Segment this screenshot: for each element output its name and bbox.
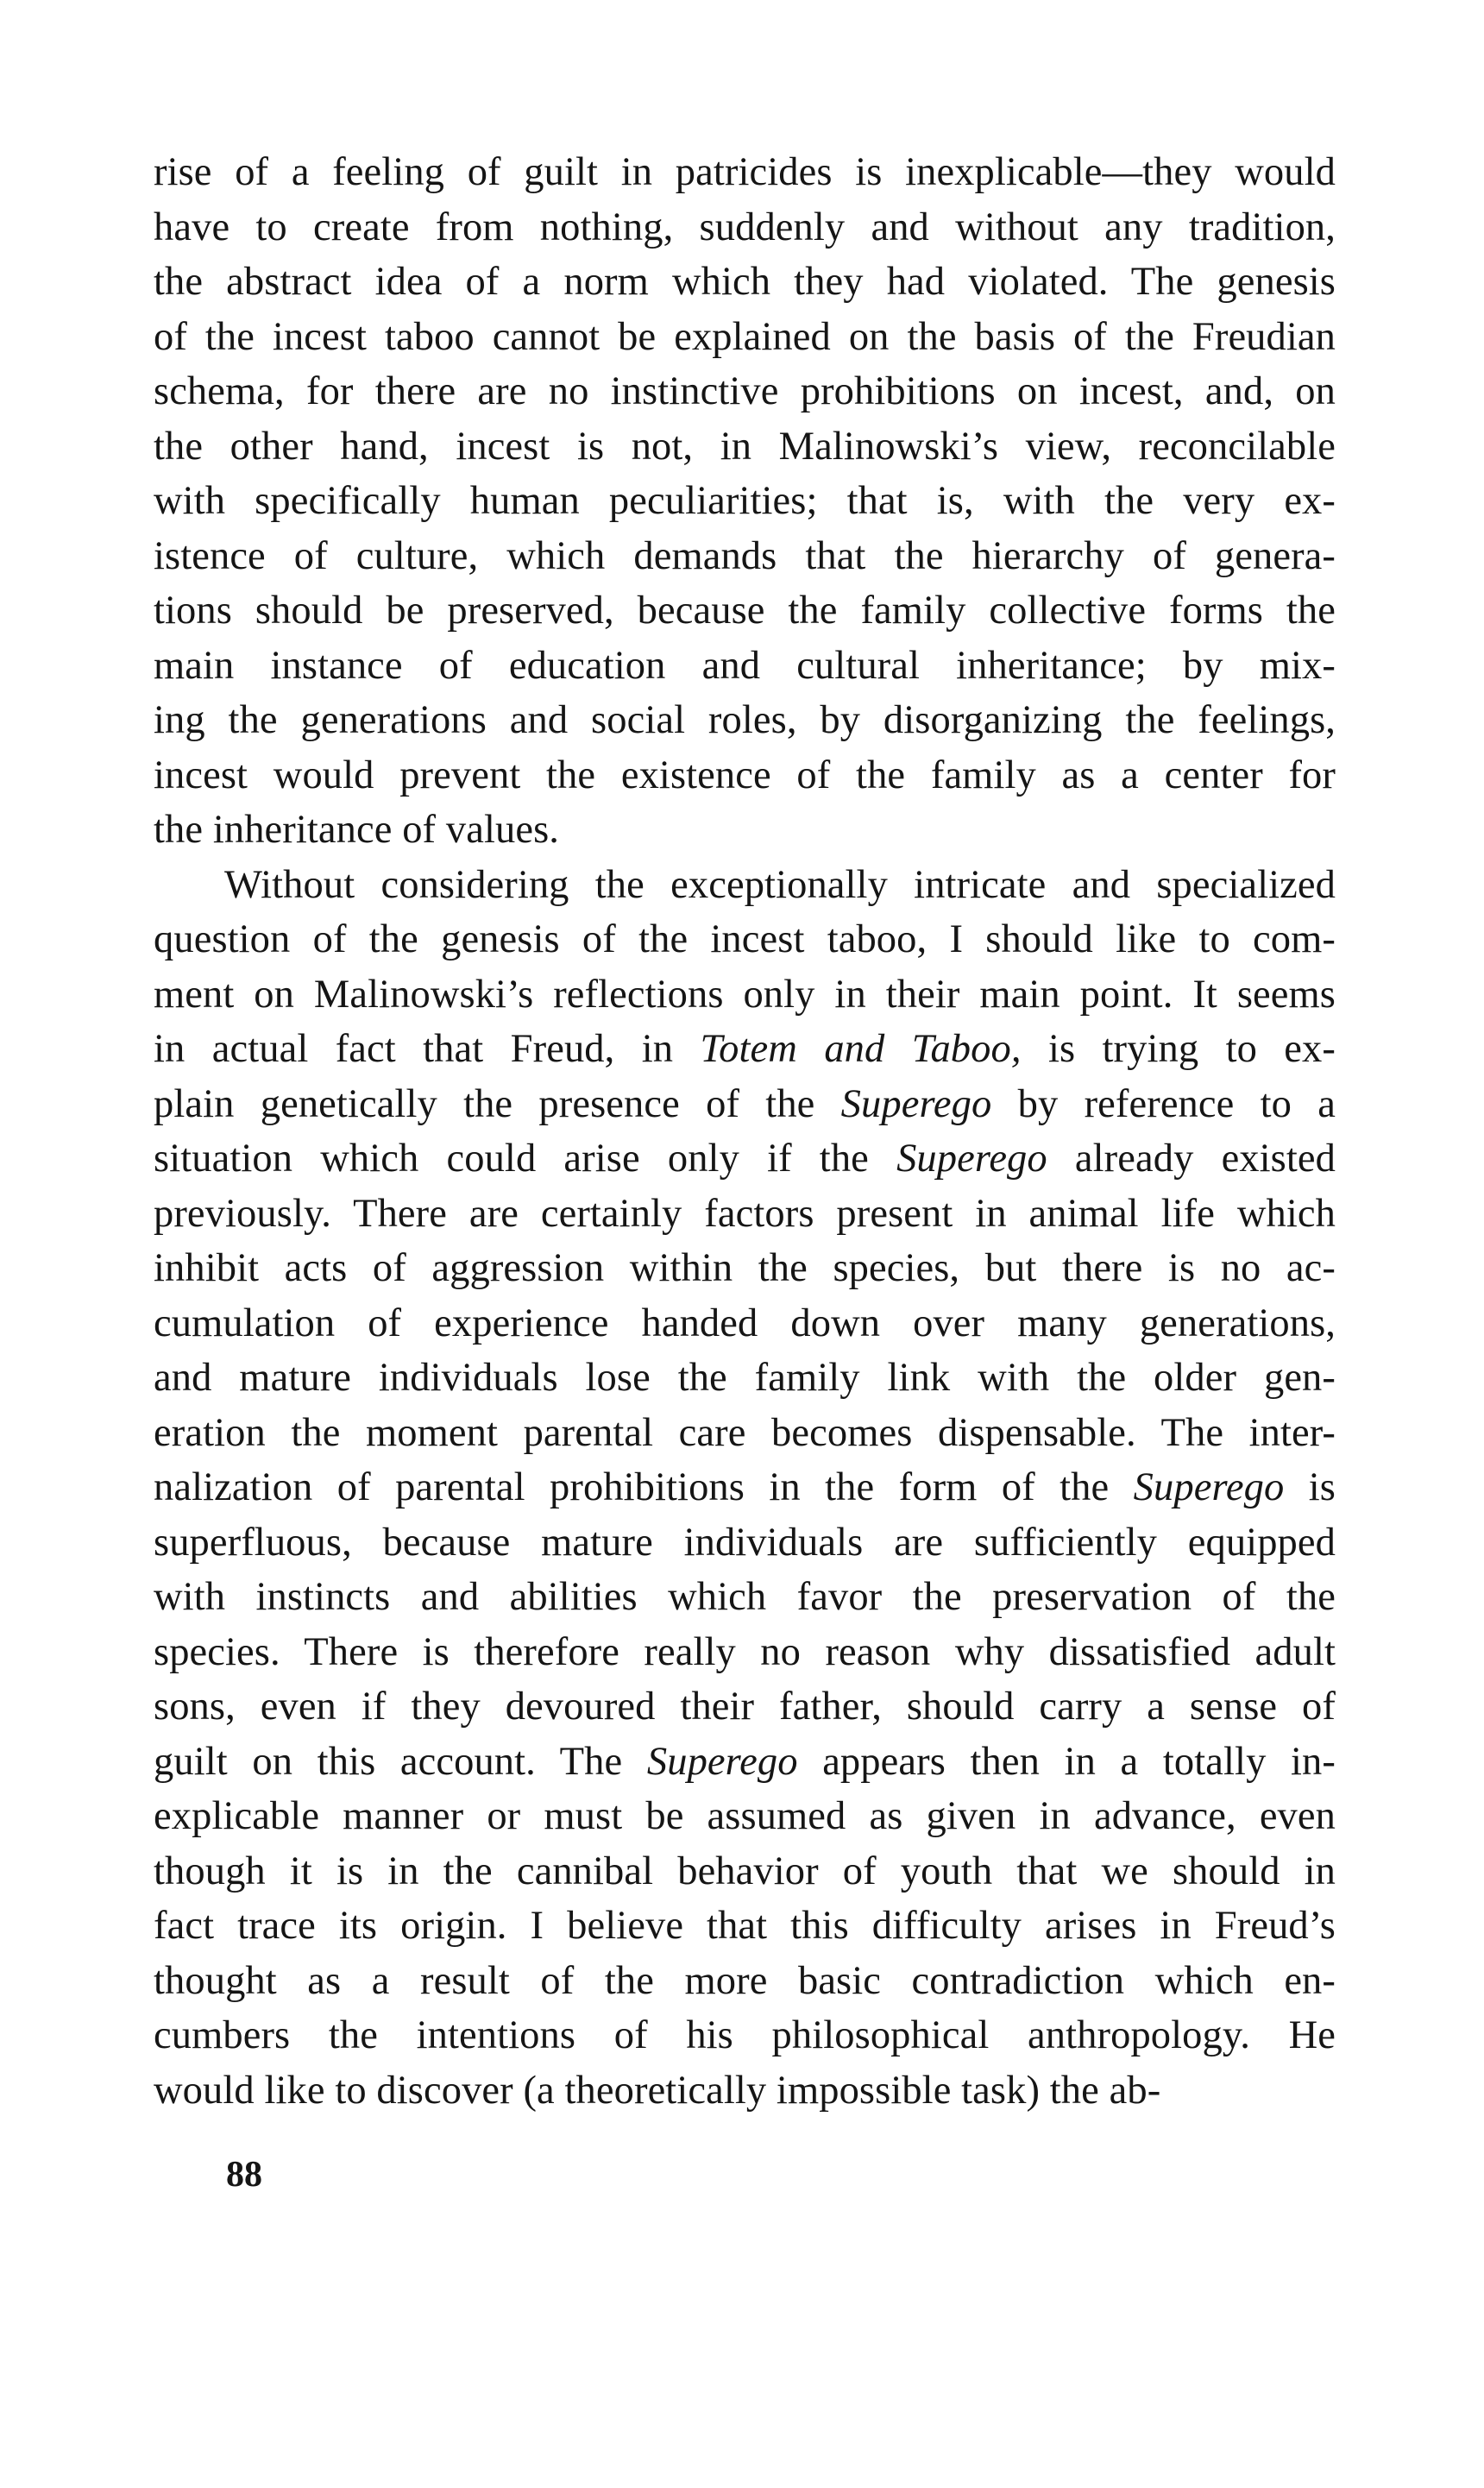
- italic-text: Totem and Taboo,: [700, 1027, 1022, 1071]
- text-run: with specifically human peculiarities; that is, with the very ex-: [154, 479, 1336, 523]
- text-run: have to create from nothing, suddenly and without any tradition,: [154, 205, 1336, 249]
- italic-text: Superego: [1133, 1465, 1285, 1509]
- text-run: fact trace its origin. I believe that this difficulty arises in Freud’s: [154, 1904, 1336, 1948]
- text-run: ment on Malinowski’s reflections only in their main point. It seems: [154, 972, 1336, 1017]
- paragraph: [154, 145, 1336, 858]
- text-line: [154, 1131, 1336, 1187]
- text-run: tions should be preserved, because the family collective forms the: [154, 589, 1336, 633]
- text-run: the inheritance of values.: [154, 808, 559, 852]
- text-line: [154, 912, 1336, 967]
- text-line: [154, 2063, 1336, 2119]
- text-run: previously. There are certainly factors present in animal life which: [154, 1191, 1336, 1236]
- text-run: superfluous, because mature individuals are sufficiently equipped: [154, 1520, 1336, 1565]
- text-line: [154, 858, 1336, 913]
- text-line: [154, 1570, 1336, 1625]
- text-line: [154, 145, 1336, 200]
- text-line: [154, 255, 1336, 310]
- page-number: 88: [226, 2155, 262, 2195]
- text-run: is: [1284, 1465, 1336, 1509]
- text-run: is trying to ex-: [1021, 1027, 1336, 1071]
- body-text: [154, 145, 1336, 2118]
- text-line: [154, 1789, 1336, 1844]
- text-run: with instincts and abilities which favor the preservation of the: [154, 1575, 1336, 1619]
- text-line: [154, 1187, 1336, 1242]
- text-line: [154, 1625, 1336, 1680]
- text-run: eration the moment parental care becomes dispensable. The inter-: [154, 1410, 1336, 1455]
- text-line: [154, 639, 1336, 694]
- text-run: species. There is therefore really no reason why dissatisfied adult: [154, 1629, 1336, 1674]
- text-line: [154, 1515, 1336, 1571]
- text-run: question of the genesis of the incest taboo, I should like to com-: [154, 917, 1336, 961]
- italic-text: Superego: [840, 1081, 992, 1126]
- text-line: [154, 1077, 1336, 1132]
- text-line: [154, 803, 1336, 858]
- text-run: inhibit acts of aggression within the species, but there is no ac-: [154, 1246, 1336, 1290]
- text-line: [154, 419, 1336, 475]
- text-line: [154, 1679, 1336, 1735]
- text-line: [154, 1954, 1336, 2009]
- text-run: Without considering the exceptionally intricate and specialized: [224, 862, 1336, 907]
- italic-text: Superego: [896, 1137, 1047, 1181]
- text-run: istence of culture, which demands that the hierarchy of genera-: [154, 533, 1336, 578]
- text-run: the other hand, incest is not, in Malinowski’s view, reconcilable: [154, 424, 1336, 469]
- text-line: [154, 529, 1336, 584]
- text-run: main instance of education and cultural inheritance; by mix-: [154, 643, 1336, 688]
- text-run: cumulation of experience handed down over many generations,: [154, 1301, 1336, 1345]
- text-run: nalization of parental prohibitions in the form of the: [154, 1465, 1134, 1509]
- text-run: appears then in a totally in-: [797, 1739, 1336, 1784]
- text-run: already existed: [1047, 1137, 1336, 1181]
- italic-text: Superego: [646, 1739, 798, 1784]
- text-run: incest would prevent the existence of the family as a center for: [154, 753, 1336, 797]
- text-run: by reference to a: [991, 1081, 1336, 1126]
- text-run: and mature individuals lose the family link with the older gen-: [154, 1356, 1336, 1400]
- text-run: though it is in the cannibal behavior of youth that we should in: [154, 1849, 1336, 1893]
- text-line: [154, 474, 1336, 529]
- text-line: [154, 1735, 1336, 1790]
- text-line: [154, 583, 1336, 639]
- text-line: [154, 200, 1336, 255]
- text-line: [154, 1351, 1336, 1406]
- text-line: [154, 1022, 1336, 1077]
- text-run: would like to discover (a theoretically impossible task) the ab-: [154, 2068, 1161, 2113]
- text-line: [154, 2008, 1336, 2063]
- text-line: [154, 1899, 1336, 1954]
- text-line: [154, 967, 1336, 1023]
- text-run: rise of a feeling of guilt in patricides is inexplicable—they would: [154, 150, 1336, 194]
- text-line: [154, 1844, 1336, 1899]
- text-run: schema, for there are no instinctive prohibitions on incest, and, on: [154, 369, 1336, 413]
- text-run: in actual fact that Freud, in: [154, 1027, 701, 1071]
- text-line: [154, 693, 1336, 748]
- text-line: [154, 310, 1336, 365]
- text-line: [154, 1406, 1336, 1461]
- text-run: plain genetically the presence of the: [154, 1081, 841, 1126]
- text-line: [154, 1241, 1336, 1296]
- text-run: of the incest taboo cannot be explained on the basis of the Freudian: [154, 314, 1336, 359]
- text-run: ing the generations and social roles, by disorganizing the feelings,: [154, 698, 1336, 742]
- paragraph: [154, 858, 1336, 2119]
- text-line: [154, 364, 1336, 419]
- text-run: guilt on this account. The: [154, 1739, 647, 1784]
- text-run: thought as a result of the more basic contradiction which en-: [154, 1958, 1336, 2003]
- text-run: the abstract idea of a norm which they had violated. The genesis: [154, 260, 1336, 304]
- text-line: [154, 1460, 1336, 1515]
- text-line: [154, 748, 1336, 803]
- text-run: cumbers the intentions of his philosophical anthropology. He: [154, 2013, 1336, 2057]
- text-line: [154, 1296, 1336, 1351]
- text-run: situation which could arise only if the: [154, 1137, 897, 1181]
- text-run: sons, even if they devoured their father, should carry a sense of: [154, 1685, 1336, 1729]
- text-run: explicable manner or must be assumed as given in advance, even: [154, 1794, 1336, 1838]
